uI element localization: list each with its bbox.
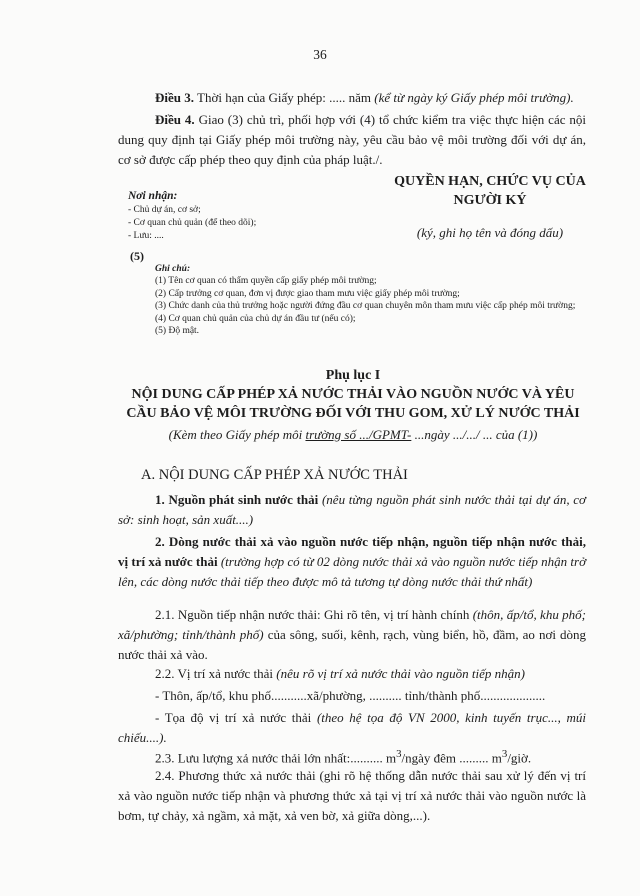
notes-block (131, 263, 586, 337)
recipient-item: - Chủ dự án, cơ sở; (128, 205, 201, 215)
item-2-2-line-2-note: (theo hệ tọa độ VN 2000, kinh tuyến trục..., múi chiếu....). (118, 710, 586, 745)
article-3-label: Điều 3. (155, 90, 194, 105)
recipient-item: - Lưu: .... (128, 231, 164, 241)
note-item: (2) Cấp trưởng cơ quan, đơn vị được giao tham mưu việc giấy phép môi trường; (155, 288, 460, 299)
section-a-heading: A. NỘI DUNG CẤP PHÉP XẢ NƯỚC THẢI (141, 467, 408, 483)
appendix-title (118, 385, 588, 423)
note-item: (3) Chức danh của thủ trưởng hoặc người đứng đầu cơ quan chuyên môn tham mưu việc cấp phép môi trường; (155, 301, 576, 312)
note-5-marker: (5) (130, 249, 144, 263)
item-1-note: (nêu từng nguồn phát sinh nước thải tại dự án, cơ sở: sinh hoạt, sản xuất....) (118, 492, 586, 527)
recipients-title: Nơi nhận: (128, 190, 178, 202)
item-2 (118, 532, 586, 592)
article-3-note: (kể từ ngày ký Giấy phép môi trường). (374, 90, 574, 105)
unit-superscript: 3 (501, 748, 508, 760)
appendix-subtitle (118, 427, 588, 443)
item-2-1 (118, 605, 586, 665)
notes-title: Ghi chú: (155, 264, 191, 274)
appendix-title-line: NỘI DUNG CẤP PHÉP XẢ NƯỚC THẢI VÀO NGUỒN NƯỚC VÀ YÊU (131, 387, 575, 402)
item-2-2-line-1: - Thôn, ấp/tổ, khu phố...........xã/phường, .......... tỉnh/thành phố.................... (155, 688, 546, 703)
recipients-list (128, 204, 338, 243)
item-2-2-line-2-text: - Tọa độ vị trí xả nước thải (155, 710, 317, 725)
item-2-2-note: (nêu rõ vị trí xả nước thải vào nguồn tiếp nhận) (276, 666, 525, 681)
appendix-label: Phụ lục I (325, 368, 381, 383)
item-2-1-note: (thôn, ấp/tổ, khu phố; xã/phường; tỉnh/thành phố) (118, 607, 586, 642)
item-2-title: 2. Dòng nước thải xả vào nguồn nước tiếp nhận, nguồn tiếp nhận nước thải, vị trí xả nước thải (118, 534, 586, 569)
item-2-2-text: 2.2. Vị trí xả nước thải (155, 666, 277, 681)
article-4 (118, 110, 586, 170)
unit-superscript: 3 (396, 748, 402, 760)
article-4-label: Điều 4. (155, 112, 195, 127)
subtitle-part: (Kèm theo Giấy phép môi (168, 427, 306, 442)
signature-line: QUYỀN HẠN, CHỨC VỤ CỦA (394, 174, 586, 189)
item-2-4: 2.4. Phương thức xả nước thải (ghi rõ hệ thống dẫn nước thải sau xử lý đến vị trí xả vào nguồn nước tiếp nhận và phương thức xả tại vị trí xả nước thải vào nguồn nước là bơm, tự chảy, xả ngầm, xả mặt, xả ven bờ, xả giữa dòng,...). (118, 768, 586, 823)
item-1-title: 1. Nguồn phát sinh nước thải (155, 492, 319, 507)
page-number: 36 (313, 47, 327, 62)
signature-line: NGƯỜI KÝ (453, 193, 527, 208)
subtitle-part: ...ngày .../.../ ... của (1)) (411, 427, 538, 442)
article-3-text: Thời hạn của Giấy phép: ..... năm (194, 90, 375, 105)
item-2-1-text-end: của sông, suối, kênh, rạch, vùng biển, hồ, đầm, ao nơi dòng nước thải xả vào. (118, 627, 587, 662)
item-2-3-text-end: /giờ. (507, 750, 532, 766)
subtitle-underlined: trường số .../GPMT- (305, 427, 412, 442)
item-2-3 (118, 744, 586, 768)
item-1 (118, 490, 586, 530)
recipient-item: - Cơ quan chủ quản (để theo dõi); (128, 218, 257, 228)
item-2-3-text-mid: /ngày đêm ......... m (401, 750, 502, 766)
item-2-3-text: 2.3. Lưu lượng xả nước thải lớn nhất:.......... m (155, 750, 397, 766)
note-item: (4) Cơ quan chủ quản của chủ dự án đầu tư (nếu có); (155, 313, 356, 324)
item-2-note: (trường hợp có từ 02 dòng nước thải xả vào nguồn nước tiếp nhận trở lên, các dòng nước thải tiếp theo được mô tả tương tự dòng nước thải thứ nhất) (118, 554, 587, 589)
item-2-1-text: 2.1. Nguồn tiếp nhận nước thải: Ghi rõ tên, vị trí hành chính (155, 607, 473, 622)
note-item: (1) Tên cơ quan có thẩm quyền cấp giấy phép môi trường; (155, 276, 377, 287)
signature-title (383, 172, 597, 210)
appendix-title-line: CẦU BẢO VỆ MÔI TRƯỜNG ĐỐI VỚI THU GOM, XỬ LÝ NƯỚC THẢI (126, 406, 580, 421)
article-3 (118, 88, 586, 108)
article-4-text: Giao (3) chủ trì, phối hợp với (4) tổ chức kiểm tra việc thực hiện các nội dung quy định tại Giấy phép môi trường này, yêu cầu bảo vệ môi trường đối với dự án, cơ sở được cấp phép theo quy định của pháp luật./. (118, 112, 587, 167)
signature-instruction: (ký, ghi họ tên và đóng dấu) (416, 225, 564, 240)
item-2-2-line-2 (118, 708, 586, 748)
item-2-2 (118, 664, 586, 684)
note-item: (5) Độ mật. (155, 326, 200, 337)
